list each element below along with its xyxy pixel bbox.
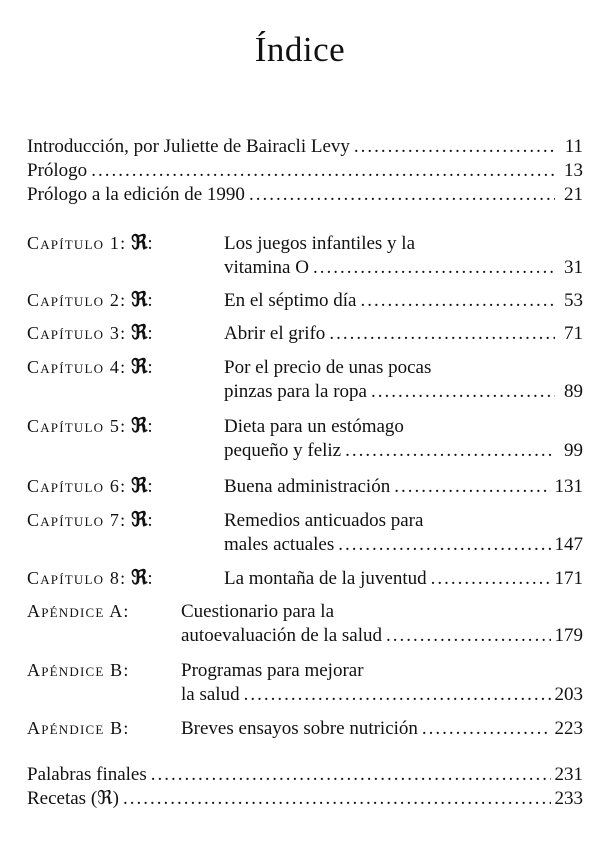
toc-entry-prologo	[27, 160, 583, 182]
chapter-title-line2: vitamina O	[224, 257, 309, 278]
chapter-label: Capítulo 6: ℜ:	[27, 473, 153, 497]
chapter-label: Capítulo 1: ℜ:	[27, 230, 153, 254]
page-number: 233	[554, 788, 583, 809]
appendix-title-line2: la salud	[181, 684, 240, 705]
toc-entry-palabras-finales	[27, 764, 583, 786]
leader-dots	[345, 440, 555, 462]
rx-symbol-icon: ℜ	[131, 230, 148, 254]
rx-symbol-icon: ℜ	[131, 473, 148, 497]
rx-symbol-icon: ℜ	[131, 354, 148, 378]
appendix-title-line2: autoevaluación de la salud	[181, 625, 383, 646]
toc-chapter-5	[27, 414, 583, 462]
leader-dots	[329, 323, 555, 345]
leader-dots	[386, 625, 550, 647]
toc-chapter-2	[27, 288, 583, 312]
leader-dots	[123, 788, 551, 810]
appendix-label: Apéndice B:	[27, 718, 130, 738]
toc-entry-introduccion	[27, 136, 583, 158]
leader-dots	[422, 718, 551, 740]
page-number: 231	[554, 764, 583, 785]
page-number: 11	[564, 136, 583, 157]
chapter-label: Capítulo 5: ℜ:	[27, 413, 153, 437]
toc-chapter-6	[27, 474, 583, 498]
toc-chapter-1	[27, 231, 583, 279]
leader-dots	[313, 257, 555, 279]
toc-entry-label: Prólogo	[27, 160, 88, 181]
toc-entry-label: Palabras finales	[27, 764, 147, 785]
chapter-title-line1: La montaña de la juventud	[224, 568, 427, 589]
leader-dots	[431, 568, 551, 590]
page-number: 99	[564, 440, 583, 461]
page-number: 147	[554, 534, 583, 555]
page-number: 31	[564, 257, 583, 278]
toc-chapter-7	[27, 508, 583, 556]
chapter-title-line1: En el séptimo día	[224, 290, 357, 311]
chapter-label: Capítulo 3: ℜ:	[27, 320, 153, 344]
rx-symbol-icon: ℜ	[131, 565, 148, 589]
chapter-title-line1: Remedios anticuados para	[224, 510, 424, 531]
toc-entry-label: Recetas (ℜ)	[27, 788, 119, 809]
toc-appendix-b-1	[27, 659, 583, 706]
page-number: 131	[554, 476, 583, 497]
rx-symbol-icon: ℜ	[131, 287, 148, 311]
appendix-label: Apéndice B:	[27, 660, 130, 680]
page-number: 203	[554, 684, 583, 705]
leader-dots	[371, 381, 555, 403]
chapter-title-line1: Buena administración	[224, 476, 391, 497]
leader-dots	[151, 764, 551, 786]
rx-symbol-icon: ℜ	[131, 320, 148, 344]
page-number: 21	[564, 184, 583, 205]
chapter-title-line1: Abrir el grifo	[224, 323, 326, 344]
page-title: Índice	[254, 30, 346, 69]
page-number: 223	[554, 718, 583, 739]
toc-entry-label: Introducción, por Juliette de Bairacli Levy	[27, 136, 350, 157]
chapter-title-line2: males actuales	[224, 534, 335, 555]
chapter-title-line1: Dieta para un estómago	[224, 416, 404, 437]
leader-dots	[360, 290, 555, 312]
page-number: 89	[564, 381, 583, 402]
leader-dots	[354, 136, 555, 158]
page-number: 71	[564, 323, 583, 344]
chapter-label: Capítulo 4: ℜ:	[27, 354, 153, 378]
leader-dots	[244, 684, 551, 706]
chapter-title-line1: Por el precio de unas pocas	[224, 357, 432, 378]
page-number: 13	[564, 160, 583, 181]
page-number: 171	[554, 568, 583, 589]
page-number: 179	[554, 625, 583, 646]
toc-entry-recetas	[27, 788, 583, 810]
toc-chapter-8	[27, 566, 583, 590]
toc-entry-label: Prólogo a la edición de 1990	[27, 184, 245, 205]
appendix-title-line1: Breves ensayos sobre nutrición	[181, 718, 418, 739]
leader-dots	[394, 476, 550, 498]
rx-symbol-icon: ℜ	[131, 413, 148, 437]
chapter-label: Capítulo 7: ℜ:	[27, 507, 153, 531]
chapter-title-line1: Los juegos infantiles y la	[224, 233, 416, 254]
leader-dots	[338, 534, 550, 556]
chapter-label: Capítulo 8: ℜ:	[27, 565, 153, 589]
leader-dots	[91, 160, 555, 182]
appendix-title-line1: Programas para mejorar	[181, 660, 364, 681]
chapter-title-line2: pequeño y feliz	[224, 440, 342, 461]
toc-chapter-3	[27, 321, 583, 345]
rx-symbol-icon: ℜ	[131, 507, 148, 531]
appendix-label: Apéndice A:	[27, 601, 130, 621]
toc-appendix-b-2	[27, 717, 583, 740]
chapter-label: Capítulo 2: ℜ:	[27, 287, 153, 311]
chapter-title-line2: pinzas para la ropa	[224, 381, 367, 402]
toc-entry-prologo-1990	[27, 184, 583, 206]
page-number: 53	[564, 290, 583, 311]
toc-chapter-4	[27, 355, 583, 403]
leader-dots	[249, 184, 555, 206]
appendix-title-line1: Cuestionario para la	[181, 601, 335, 622]
toc-appendix-a	[27, 600, 583, 647]
